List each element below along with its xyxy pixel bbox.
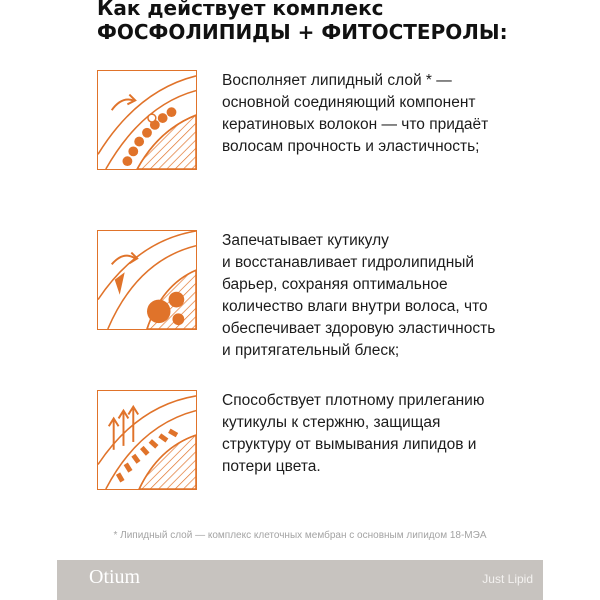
cuticle-seal-icon — [97, 230, 197, 330]
feature-2-line: обеспечивает здоровую эластичность — [222, 320, 496, 337]
cuticle-adhesion-icon — [97, 390, 197, 490]
lipid-layer-icon — [97, 70, 197, 170]
feature-3-text — [222, 390, 582, 478]
feature-1-line: Восполняет липидный слой * — — [222, 72, 452, 89]
feature-2-line: и восстанавливает гидролипидный — [222, 254, 475, 271]
title-line-2: ФОСФОЛИПИДЫ + ФИТОСТЕРОЛЫ: — [97, 20, 508, 44]
feature-2-line: барьер, сохраняя оптимальное — [222, 276, 448, 293]
feature-3-line: Способствует плотному прилеганию — [222, 392, 485, 409]
title-line-1: Как действует комплекс — [97, 0, 384, 20]
brand-logo: Otium — [89, 566, 141, 588]
footnote: * Липидный слой — комплекс клеточных мембран с основным липидом 18-МЭА — [113, 530, 487, 541]
feature-1-text — [222, 70, 582, 158]
feature-3-line: потери цвета. — [222, 458, 321, 475]
feature-3-line: кутикулы к стержню, защищая — [222, 414, 441, 431]
feature-2-line: и притягательный блеск; — [222, 342, 400, 359]
feature-2-line: Запечатывает кутикулу — [222, 232, 389, 249]
footer-bar — [57, 560, 543, 600]
feature-1-line: кератиновых волокон — что придаёт — [222, 116, 489, 133]
feature-2-line: количество влаги внутри волоса, что — [222, 298, 488, 315]
product-name: Just Lipid — [482, 572, 533, 586]
feature-2-text — [222, 230, 582, 362]
feature-1-line: основной соединяющий компонент — [222, 94, 476, 111]
feature-3-line: структуру от вымывания липидов и — [222, 436, 477, 453]
page-title — [97, 0, 508, 44]
feature-1-line: волосам прочность и эластичность; — [222, 138, 480, 155]
